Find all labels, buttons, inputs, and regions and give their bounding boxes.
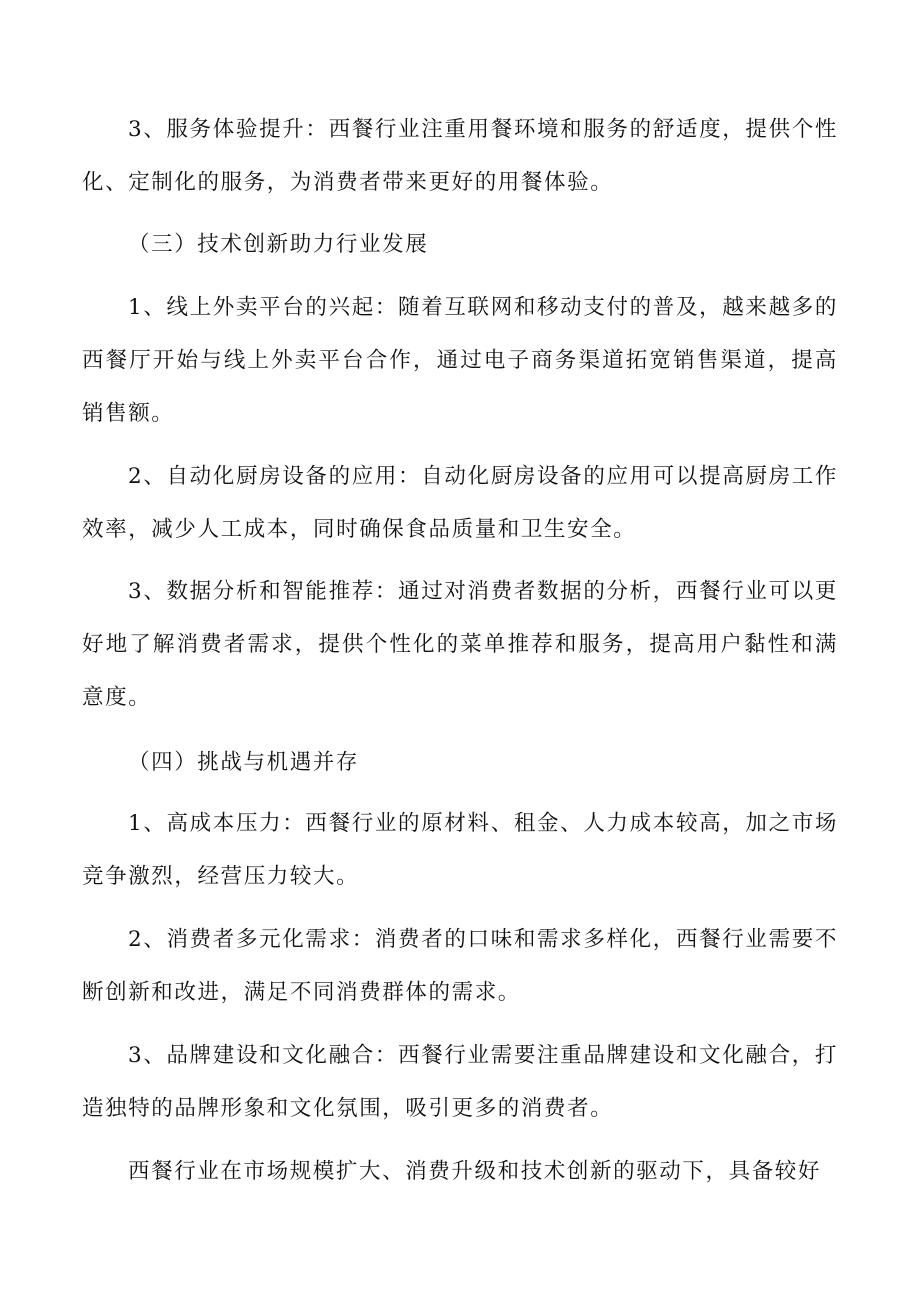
section-heading-tech-innovation: （三）技术创新助力行业发展: [128, 232, 429, 257]
paragraph-online-delivery: 1、线上外卖平台的兴起：随着互联网和移动支付的普及，越来越多的西餐厅开始与线上外卖平台合作，通过电子商务渠道拓宽销售渠道，提高销售额。: [82, 295, 838, 426]
paragraph-data-analysis: 3、数据分析和智能推荐：通过对消费者数据的分析，西餐行业可以更好地了解消费者需求，提供个性化的菜单推荐和服务，提高用户黏性和满意度。: [82, 579, 838, 710]
paragraph-conclusion: 西餐行业在市场规模扩大、消费升级和技术创新的驱动下，具备较好: [128, 1159, 822, 1184]
paragraph-brand-building: 3、品牌建设和文化融合：西餐行业需要注重品牌建设和文化融合，打造独特的品牌形象和文化氛围，吸引更多的消费者。: [82, 1043, 838, 1121]
paragraph-kitchen-automation: 2、自动化厨房设备的应用：自动化厨房设备的应用可以提高厨房工作效率，减少人工成本，同时确保食品质量和卫生安全。: [82, 464, 838, 542]
section-heading-challenges: （四）挑战与机遇并存: [128, 750, 360, 775]
paragraph-diverse-demand: 2、消费者多元化需求：消费者的口味和需求多样化，西餐行业需要不断创新和改进，满足不同消费群体的需求。: [82, 927, 838, 1005]
paragraph-service-experience: 3、服务体验提升：西餐行业注重用餐环境和服务的舒适度，提供个性化、定制化的服务，为消费者带来更好的用餐体验。: [82, 117, 838, 195]
paragraph-high-cost: 1、高成本压力：西餐行业的原材料、租金、人力成本较高，加之市场竞争激烈，经营压力较大。: [82, 811, 838, 889]
